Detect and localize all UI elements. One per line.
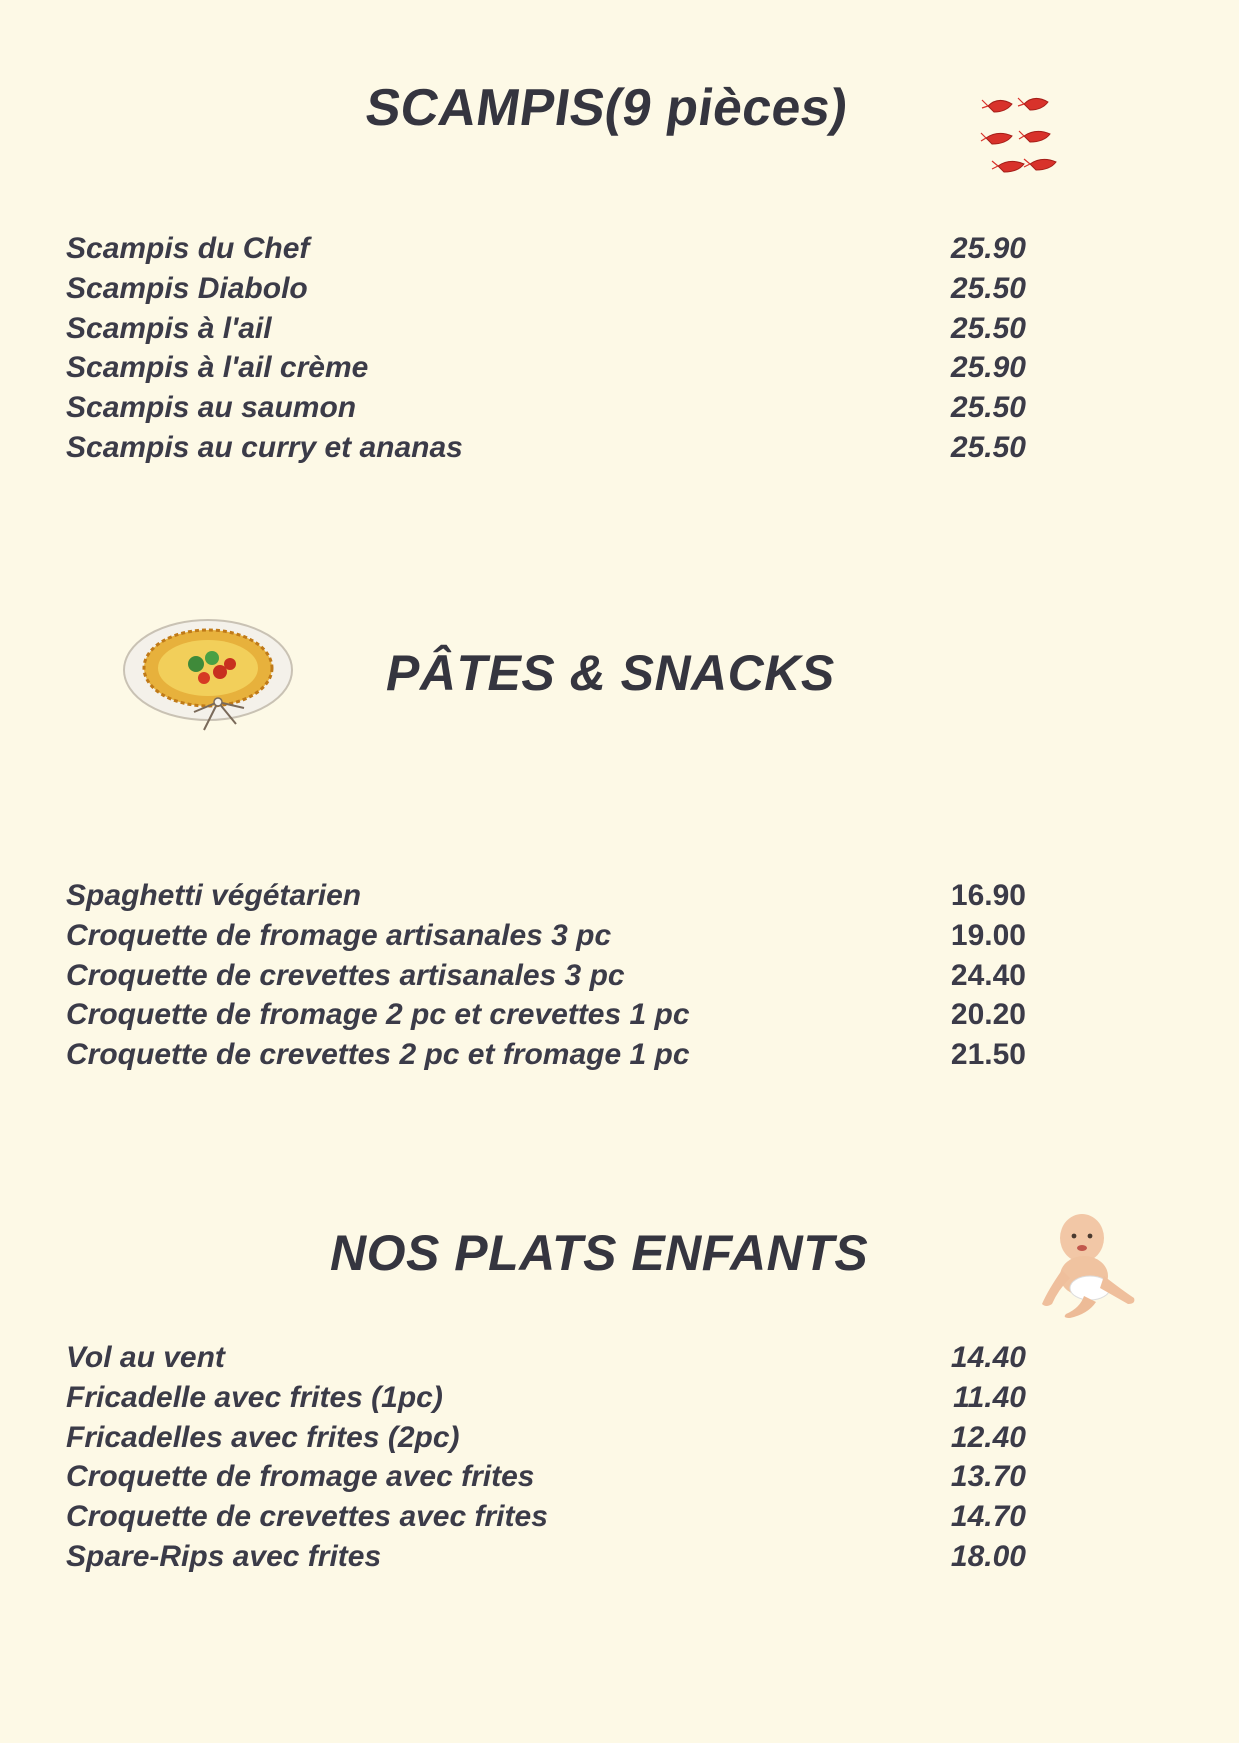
item-name: Spaghetti végétarien — [66, 879, 362, 912]
item-name: Scampis Diabolo — [66, 271, 308, 305]
menu-item — [66, 428, 1026, 468]
item-price: 14.70 — [950, 1500, 1026, 1534]
item-price: 25.90 — [950, 232, 1026, 265]
section-title-pates-snacks: PÂTES & SNACKS — [386, 645, 835, 701]
menu-item — [66, 1378, 1026, 1418]
item-name: Scampis à l'ail — [66, 311, 272, 345]
section-title-scampis: SCAMPIS(9 pièces) — [361, 79, 852, 137]
baby-icon — [1034, 1210, 1144, 1320]
section-title-plats-enfants: NOS PLATS ENFANTS — [330, 1225, 869, 1281]
item-price: 20.20 — [950, 998, 1026, 1032]
menu-item — [66, 1497, 1026, 1537]
menu-item — [66, 229, 1026, 269]
item-name: Spare-Rips avec frites — [66, 1539, 382, 1573]
menu-item — [66, 1537, 1026, 1577]
item-price: 14.40 — [950, 1341, 1026, 1374]
item-price: 25.50 — [950, 311, 1026, 345]
item-name: Scampis du Chef — [66, 232, 310, 265]
scampis-list — [66, 229, 1026, 468]
menu-item — [66, 916, 1026, 956]
menu-item — [66, 348, 1026, 388]
pasta-plate-icon — [120, 612, 300, 734]
menu-item — [66, 1035, 1026, 1075]
item-name: Fricadelles avec frites (2pc) — [66, 1420, 460, 1454]
plats-enfants-list — [66, 1338, 1026, 1577]
item-name: Scampis à l'ail crème — [66, 351, 369, 385]
item-name: Croquette de crevettes artisanales 3 pc — [66, 958, 625, 992]
item-name: Fricadelle avec frites (1pc) — [66, 1380, 443, 1414]
menu-item — [66, 876, 1026, 916]
item-price: 25.50 — [950, 271, 1026, 305]
item-price: 25.50 — [950, 430, 1026, 464]
item-name: Vol au vent — [66, 1341, 225, 1374]
item-name: Croquette de fromage avec frites — [66, 1460, 535, 1494]
item-price: 11.40 — [953, 1380, 1026, 1414]
item-price: 12.40 — [950, 1420, 1026, 1454]
item-price: 18.00 — [950, 1539, 1026, 1573]
item-price: 24.40 — [950, 958, 1026, 992]
menu-item — [66, 388, 1026, 428]
pates-snacks-list — [66, 876, 1026, 1075]
item-name: Scampis au saumon — [66, 391, 357, 425]
menu-item — [66, 1418, 1026, 1458]
item-name: Croquette de fromage 2 pc et crevettes 1 pc — [66, 998, 690, 1032]
item-price: 16.90 — [950, 879, 1026, 912]
shrimp-icon — [980, 92, 1076, 182]
item-price: 13.70 — [950, 1460, 1026, 1494]
item-name: Croquette de crevettes avec frites — [66, 1500, 548, 1534]
item-price: 21.50 — [950, 1038, 1026, 1072]
menu-item — [66, 1338, 1026, 1378]
menu-item — [66, 309, 1026, 349]
menu-item — [66, 995, 1026, 1035]
item-price: 19.00 — [950, 918, 1026, 952]
menu-item — [66, 1457, 1026, 1497]
item-name: Croquette de fromage artisanales 3 pc — [66, 918, 612, 952]
menu-item — [66, 956, 1026, 996]
item-price: 25.90 — [950, 351, 1026, 385]
item-name: Scampis au curry et ananas — [66, 430, 463, 464]
menu-item — [66, 269, 1026, 309]
item-name: Croquette de crevettes 2 pc et fromage 1 pc — [66, 1038, 690, 1072]
item-price: 25.50 — [950, 391, 1026, 425]
